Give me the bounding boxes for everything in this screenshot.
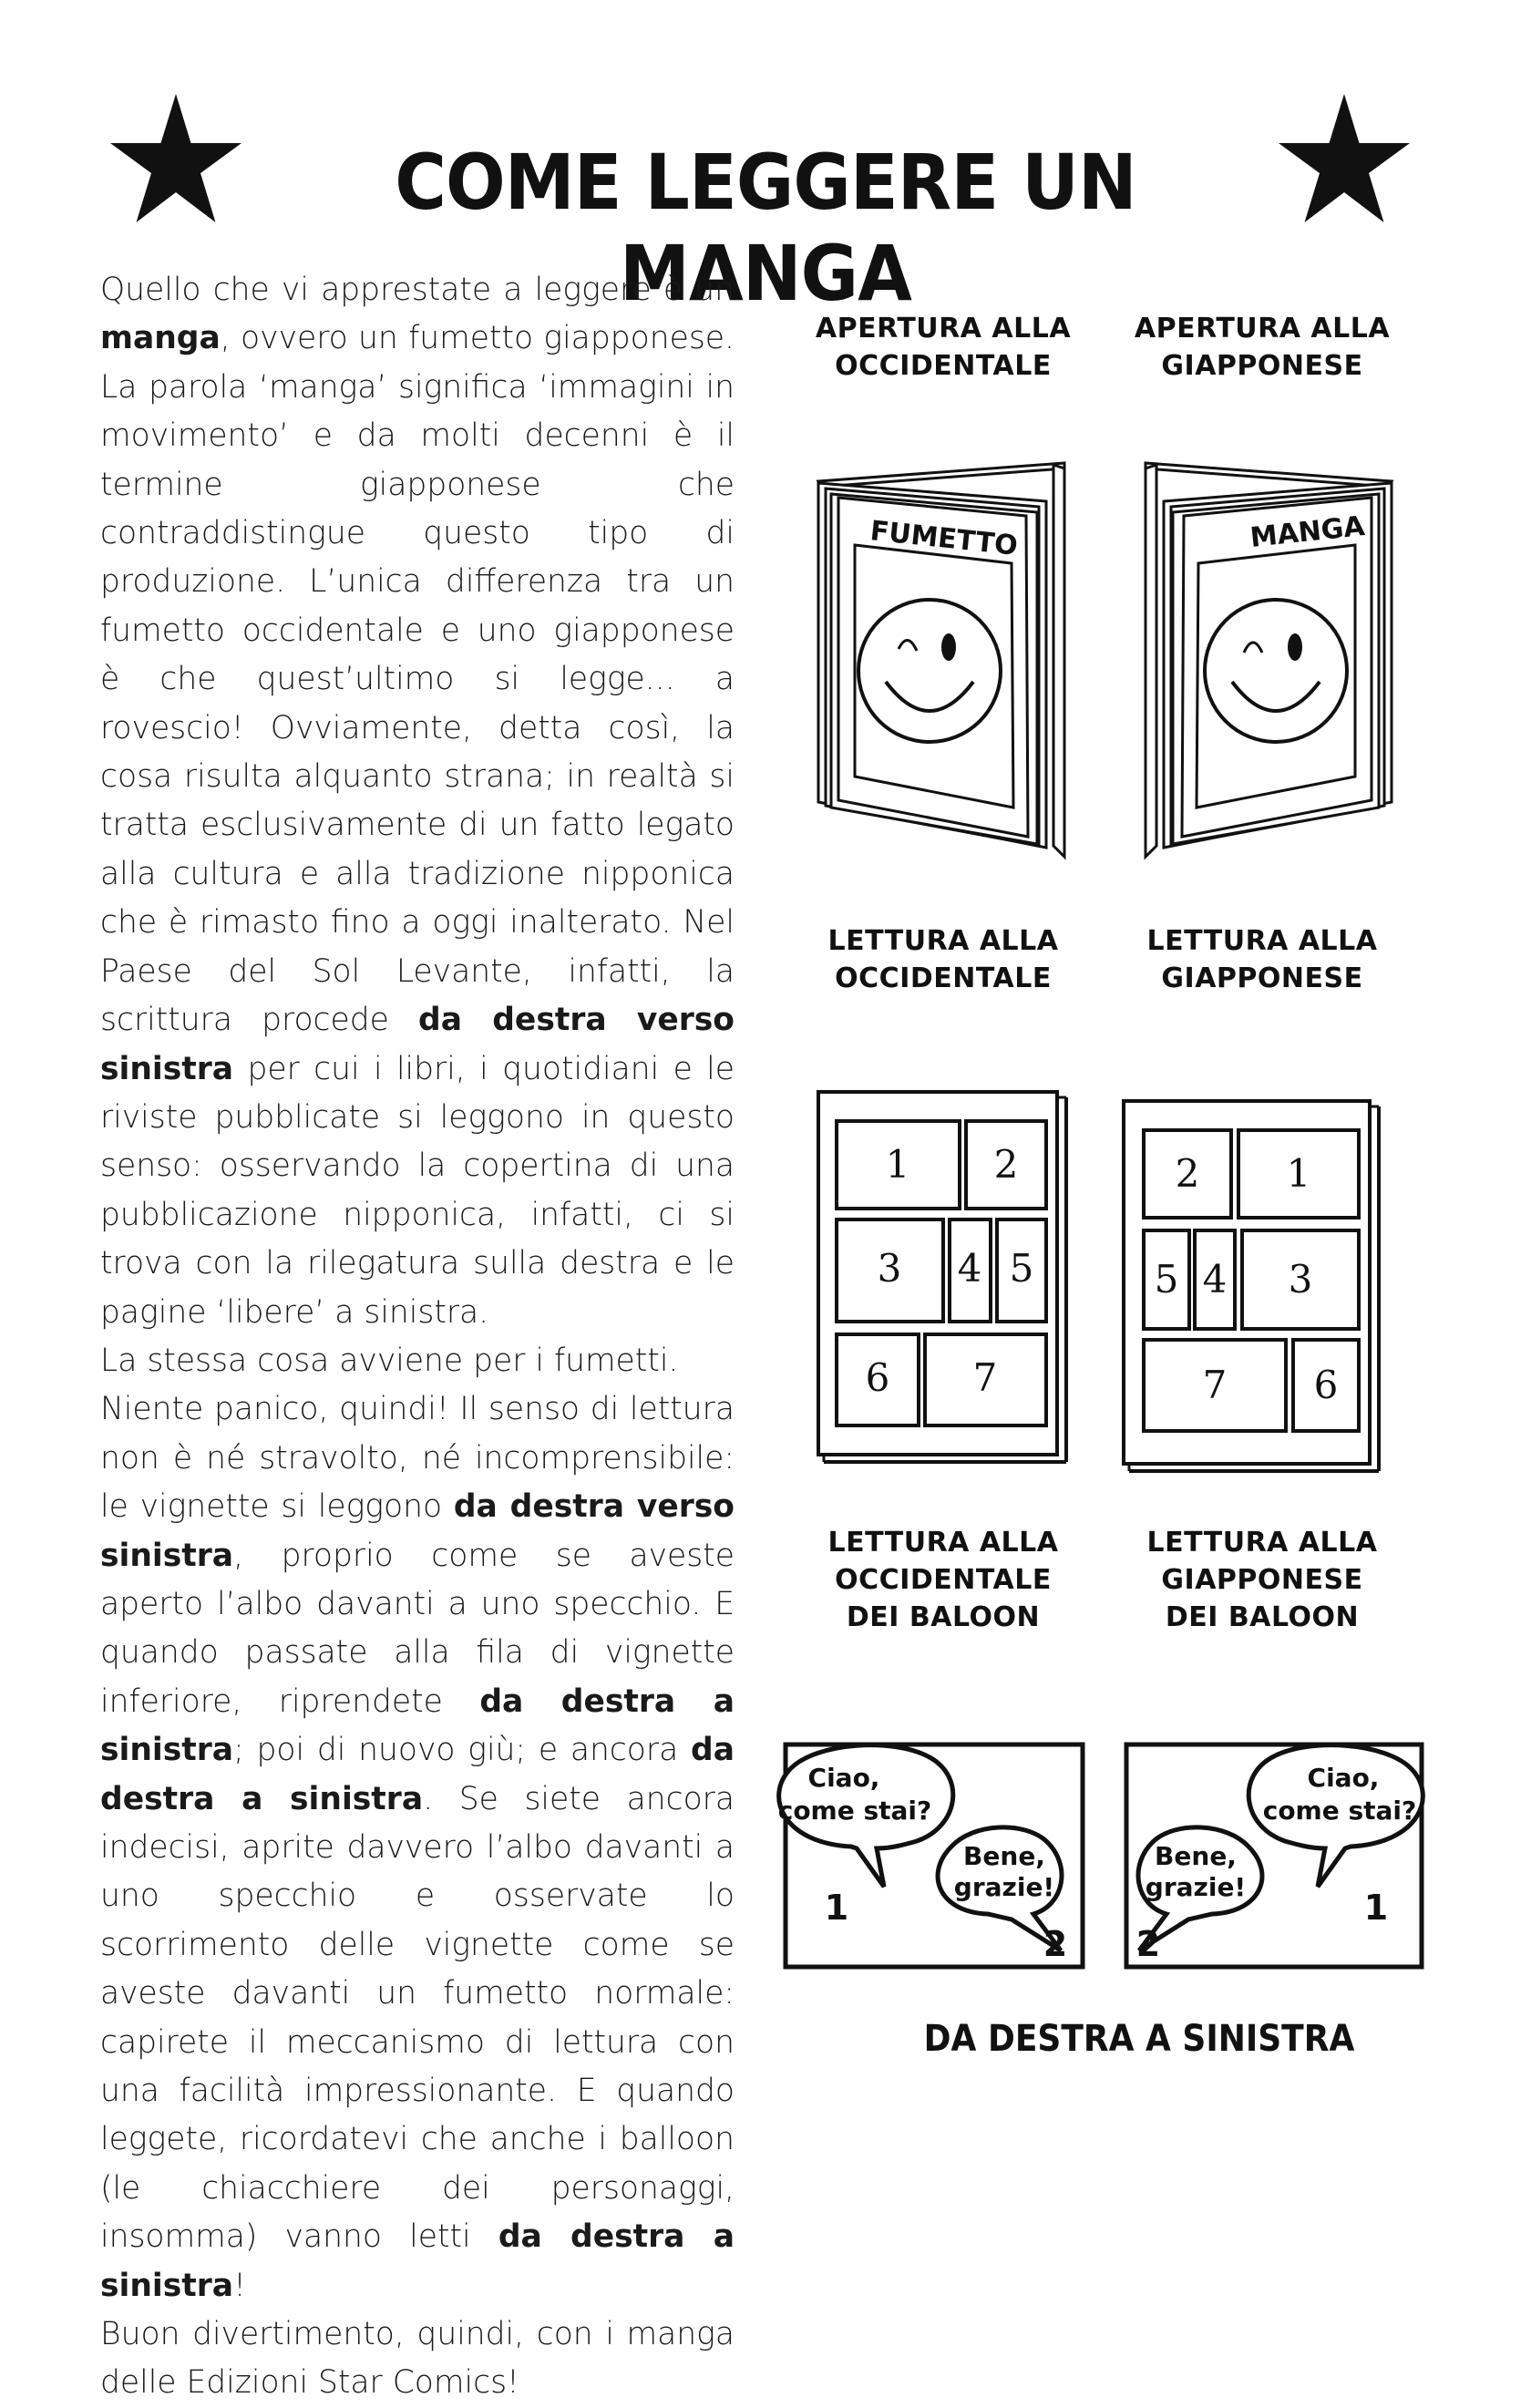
panel-number: 3: [1288, 1257, 1313, 1302]
body-text-segment: La stessa cosa avviene per i fumetti.: [100, 1342, 679, 1379]
body-paragraph: [100, 1337, 735, 1385]
panel-number: 4: [957, 1246, 982, 1291]
panel-number: 2: [1175, 1151, 1200, 1196]
body-text-segment: . Se siete ancora indecisi, aprite davvero l’albo davanti a uno specchio e osservate lo scorrimento delle vignette come se aveste davanti un fumetto normale: capirete il meccanismo di lettura con una facilità impressionante. E quando leggete, ricordatevi che anche i balloon (le chiacchiere dei personaggi, insomma) vanno letti: [100, 1780, 735, 2256]
panel-number: 1: [1286, 1151, 1311, 1196]
page-title: COME LEGGERE UN MANGA: [395, 138, 1136, 318]
body-text-segment: per cui i libri, i quotidiani e le riviste pubblicate si leggono in questo senso: osservando la copertina di una pubblicazione nipponica, infatti, ci si trova con la rilegatura sulla destra e le pagine ‘libere’ a sinistra.: [100, 1050, 735, 1331]
emphasis-text: da destra a sinistra: [100, 2218, 735, 2304]
western-book-illustration: [811, 456, 1075, 866]
japanese-page-layout: [1116, 1094, 1390, 1477]
panel-number: 7: [1202, 1363, 1228, 1407]
body-text-segment: Quello che vi apprestate a leggere è un: [100, 272, 735, 308]
panel-number: 3: [877, 1246, 902, 1291]
balloon-first-line2: come stai?: [1262, 1796, 1417, 1826]
panel-number: 6: [1313, 1363, 1339, 1407]
japanese-balloon-panel: [1112, 1732, 1440, 1978]
star-left-icon: [108, 91, 244, 228]
body-text-segment: , proprio come se aveste aperto l’albo davanti a uno specchio. E quando passate alla fila di vignette inferiore, riprendete: [100, 1537, 735, 1720]
balloon-second-line1: Bene,: [1155, 1841, 1237, 1871]
balloon-order-second: 2: [1043, 1924, 1068, 1964]
japanese-book-illustration: [1135, 456, 1399, 866]
panel-number: 6: [865, 1355, 890, 1400]
emphasis-text: da destra verso sinistra: [100, 1002, 735, 1087]
panel-number: 5: [1009, 1246, 1034, 1291]
balloon-order-first: 1: [824, 1888, 849, 1928]
panel-number: 2: [993, 1142, 1019, 1187]
label-opening-japan: APERTURA ALLA GIAPPONESE: [1134, 313, 1391, 382]
balloon-order-second: 2: [1135, 1924, 1161, 1964]
label-opening-west: APERTURA ALLA OCCIDENTALE: [815, 313, 1072, 382]
label-reading-west: LETTURA ALLA OCCIDENTALE: [827, 925, 1059, 994]
balloon-first-line1: Ciao,: [807, 1763, 880, 1793]
star-right-icon: [1276, 91, 1413, 228]
panel-number: 4: [1202, 1257, 1228, 1302]
balloon-order-first: 1: [1363, 1888, 1389, 1928]
body-text: [100, 266, 735, 2408]
label-balloon-west: LETTURA ALLA OCCIDENTALE DEI BALOON: [827, 1527, 1059, 1633]
balloon-first-line1: Ciao,: [1307, 1763, 1380, 1793]
body-text-segment: ; poi di nuovo giù; e ancora: [233, 1732, 692, 1769]
body-paragraph: [100, 266, 735, 1337]
body-paragraph: [100, 1385, 735, 2310]
emphasis-text: manga: [100, 320, 221, 357]
body-text-segment: Buon divertimento, quindi, con i manga delle Edizioni Star Comics!: [100, 2316, 735, 2402]
panel-number: 1: [885, 1142, 910, 1187]
emphasis-text: da destra verso sinistra: [100, 1488, 735, 1574]
body-text-segment: , ovvero un fumetto giapponese. La parola ‘manga’ significa ‘immagini in movimento’ e da molti decenni è il termine giapponese che contraddistingue questo tipo di produzione. L’unica differenza tra un fumetto occidentale e uno giapponese è che quest’ultimo si legge... a rovescio! Ovviamente, detta così, la cosa risulta alquanto strana; in realtà si tratta esclusivamente di un fatto legato alla cultura e alla tradizione nipponica che è rimasto fino a oggi inalterato. Nel Paese del Sol Levante, infatti, la scrittura procede: [100, 320, 735, 1039]
body-text-segment: Niente panico, quindi! Il senso di lettura non è né stravolto, né incomprensibile: le vignette si leggono: [100, 1391, 735, 1526]
panel-number: 7: [972, 1355, 998, 1400]
emphasis-text: da destra a sinistra: [100, 1732, 735, 1817]
body-paragraph: [100, 2310, 735, 2408]
balloon-second-line1: Bene,: [963, 1841, 1045, 1871]
footer-caption: DA DESTRA A SINISTRA: [923, 2018, 1355, 2060]
balloon-second-line2: grazie!: [953, 1872, 1055, 1902]
label-reading-japan: LETTURA ALLA GIAPPONESE: [1146, 925, 1378, 994]
western-balloon-panel: [764, 1732, 1092, 1978]
japanese-cover-title: MANGA: [1248, 509, 1367, 554]
western-cover-title: FUMETTO: [868, 515, 1020, 562]
body-text-segment: !: [233, 2267, 246, 2304]
western-page-layout: [811, 1085, 1075, 1467]
balloon-second-line2: grazie!: [1145, 1872, 1247, 1902]
label-balloon-japan: LETTURA ALLA GIAPPONESE DEI BALOON: [1146, 1527, 1378, 1633]
panel-number: 5: [1154, 1257, 1179, 1302]
emphasis-text: da destra a sinistra: [100, 1683, 735, 1769]
balloon-first-line2: come stai?: [777, 1796, 932, 1826]
